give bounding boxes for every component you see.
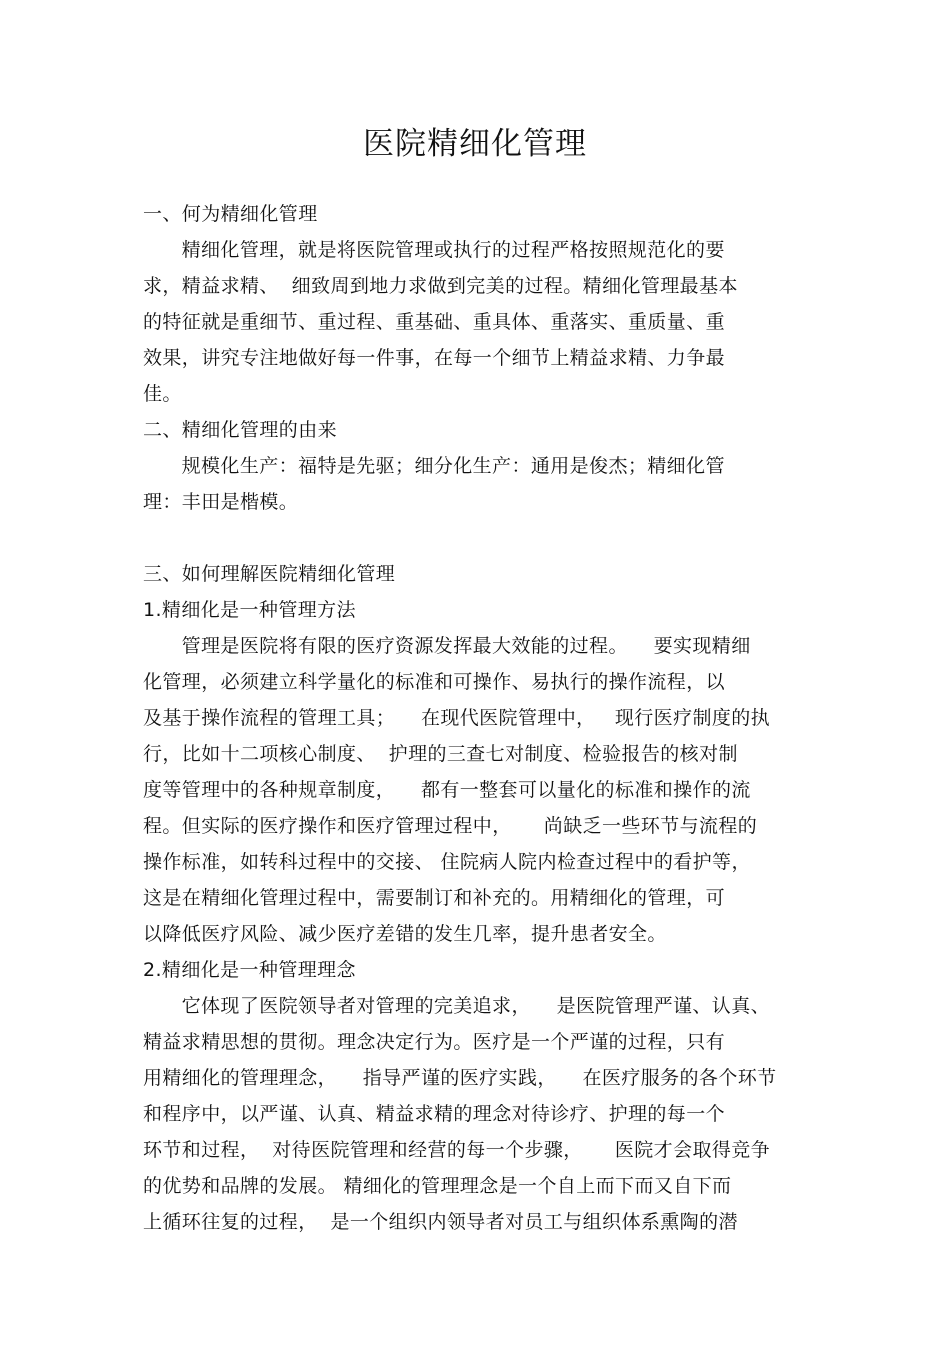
document-body — [143, 196, 823, 1240]
paragraph-line: 以降低医疗风险、减少医疗差错的发生几率，提升患者安全。 — [143, 923, 667, 945]
heading-section-3: 三、如何理解医院精细化管理 — [143, 563, 396, 585]
paragraph-line: 化管理，必须建立科学量化的标准和可操作、易执行的操作流程，以 — [143, 671, 726, 693]
blank-line — [143, 520, 823, 556]
paragraph-line: 求，精益求精、 细致周到地力求做到完美的过程。精细化管理最基本 — [143, 275, 738, 297]
paragraph-line: 管理是医院将有限的医疗资源发挥最大效能的过程。 要实现精细 — [143, 635, 751, 657]
paragraph-line: 操作标准，如转科过程中的交接、 住院病人院内检查过程中的看护等， — [143, 851, 751, 873]
paragraph-line: 精细化管理，就是将医院管理或执行的过程严格按照规范化的要 — [143, 239, 725, 261]
paragraph-line: 规模化生产：福特是先驱；细分化生产：通用是俊杰；精细化管 — [143, 455, 725, 477]
paragraph-line: 用精细化的管理理念， 指导严谨的医疗实践， 在医疗服务的各个环节 — [143, 1067, 777, 1089]
paragraph-line: 及基于操作流程的管理工具； 在现代医院管理中， 现行医疗制度的执 — [143, 707, 771, 729]
subheading-1: 1.精细化是一种管理方法 — [143, 599, 356, 621]
paragraph-line: 它体现了医院领导者对管理的完美追求， 是医院管理严谨、认真、 — [143, 995, 770, 1017]
paragraph-line: 理：丰田是楷模。 — [143, 491, 299, 513]
paragraph-line: 佳。 — [143, 383, 182, 405]
paragraph-line: 程。但实际的医疗操作和医疗管理过程中， 尚缺乏一些环节与流程的 — [143, 815, 758, 837]
paragraph-line: 的特征就是重细节、重过程、重基础、重具体、重落实、重质量、重 — [143, 311, 726, 333]
paragraph-line: 的优势和品牌的发展。 精细化的管理理念是一个自上而下而又自下而 — [143, 1175, 732, 1197]
heading-section-1: 一、何为精细化管理 — [143, 203, 318, 225]
paragraph-line: 度等管理中的各种规章制度， 都有一整套可以量化的标准和操作的流 — [143, 779, 751, 801]
paragraph-line: 行，比如十二项核心制度、 护理的三查七对制度、检验报告的核对制 — [143, 743, 738, 765]
paragraph-line: 上循环往复的过程， 是一个组织内领导者对员工与组织体系熏陶的潜 — [143, 1211, 738, 1233]
paragraph-line: 这是在精细化管理过程中，需要制订和补充的。用精细化的管理，可 — [143, 887, 726, 909]
paragraph-line: 环节和过程， 对待医院管理和经营的每一个步骤， 医院才会取得竞争 — [143, 1139, 771, 1161]
paragraph-line: 效果，讲究专注地做好每一件事，在每一个细节上精益求精、力争最 — [143, 347, 726, 369]
heading-section-2: 二、精细化管理的由来 — [143, 419, 338, 441]
paragraph-line: 和程序中，以严谨、认真、精益求精的理念对待诊疗、护理的每一个 — [143, 1103, 726, 1125]
subheading-2: 2.精细化是一种管理理念 — [143, 959, 356, 981]
document-title: 医院精细化管理 — [363, 126, 587, 162]
paragraph-line: 精益求精思想的贯彻。理念决定行为。医疗是一个严谨的过程，只有 — [143, 1031, 726, 1053]
